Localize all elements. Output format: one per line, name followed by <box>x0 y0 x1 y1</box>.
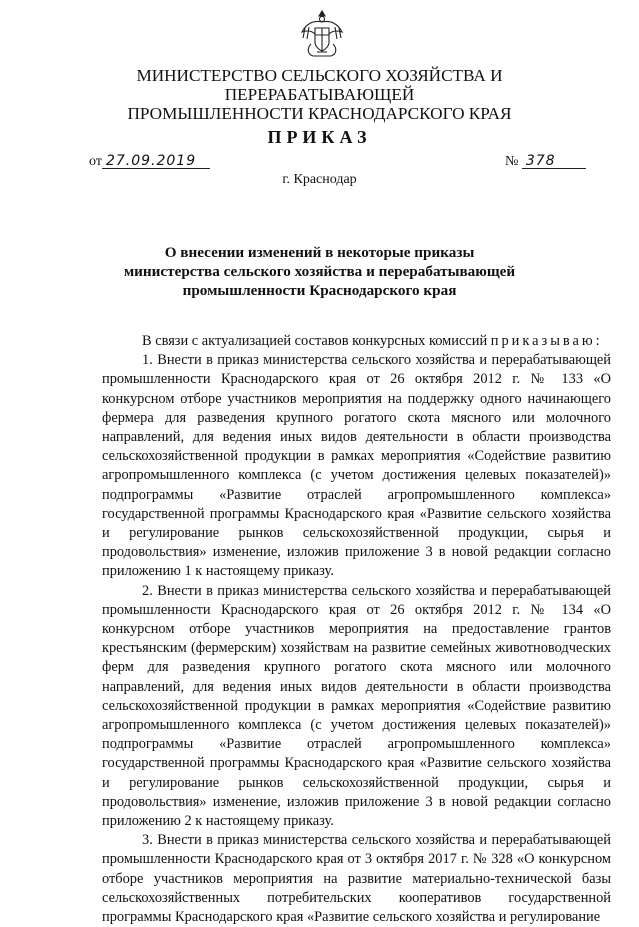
ministry-name <box>40 66 599 123</box>
item-1-paragraph: 1. Внести в приказ министерства сельского хозяйства и перерабатывающей промышленности Краснодарского края от 26 октября 2012 г. № 133 «О конкурсном отборе участников мероприятия на поддержку одного начинающего фермера для разведения крупного рогатого скота мясного или молочного направлений, для ведения иных видов деятельности в области производства сельскохозяйственной продукции в рамках мероприятия «Содействие развитию агропромышленного комплекса (с учетом достижения целевых показателей)» подпрограммы «Развитие отраслей агропромышленного комплекса» государственной программы Краснодарского края «Развитие сельского хозяйства и регулирование рынков сельскохозяйственной продукции, сырья и продовольствия» изменение, изложив приложение 3 в новой редакции согласно приложению 1 к настоящему приказу. <box>102 352 611 580</box>
doc-type-title: ПРИКАЗ <box>267 127 372 147</box>
ministry-line-1: МИНИСТЕРСТВО СЕЛЬСКОГО ХОЗЯЙСТВА И ПЕРЕРАБАТЫВАЮЩЕЙ <box>136 66 503 104</box>
order-date <box>89 154 210 170</box>
intro-text: В связи с актуализацией составов конкурсных комиссий <box>142 333 488 349</box>
date-value: 27.09.2019 <box>102 154 210 169</box>
subject-line-2: министерства сельского хозяйства и перерабатывающей <box>123 263 516 280</box>
date-prefix: от <box>89 154 102 169</box>
city-line: г. Краснодар <box>282 172 357 187</box>
order-word: приказываю: <box>490 333 603 349</box>
order-body <box>102 332 611 927</box>
subject-line-1: О внесении изменений в некоторые приказы <box>164 244 475 261</box>
intro-paragraph <box>102 332 611 351</box>
coat-of-arms-icon <box>299 8 345 60</box>
item-3-paragraph: 3. Внести в приказ министерства сельского хозяйства и перерабатывающей промышленности Краснодарского края от 3 октября 2017 г. № 328 «О конкурсном отборе участников мероприятия на развитие материально-технической базы сельскохозяйственных потребительских кооперативов государственной программы Краснодарского края «Развитие сельского хозяйства и регулирование <box>102 832 611 926</box>
order-number <box>505 154 586 170</box>
number-value: 378 <box>522 154 586 169</box>
item-2-paragraph: 2. Внести в приказ министерства сельского хозяйства и перерабатывающей промышленности Краснодарского края от 26 октября 2012 г. № 134 «О конкурсном отборе участников мероприятия на предоставление грантов крестьянским (фермерским) хозяйствам на развитие семейных животноводческих ферм для разведения крупного рогатого скота мясного или молочного направлений, для ведения иных видов деятельности в области производства сельскохозяйственной продукции в рамках мероприятия «Содействие развитию агропромышленного комплекса (с учетом достижения целевых показателей)» подпрограммы «Развитие отраслей агропромышленного комплекса» государственной программы Краснодарского края «Развитие сельского хозяйства и регулирование рынков сельскохозяйственной продукции, сырья и продовольствия» изменение, изложив приложение 3 в новой редакции согласно приложению 2 к настоящему приказу. <box>102 582 611 830</box>
order-subject <box>80 243 559 300</box>
ministry-line-2: ПРОМЫШЛЕННОСТИ КРАСНОДАРСКОГО КРАЯ <box>127 104 512 123</box>
number-prefix: № <box>505 154 519 169</box>
subject-line-3: промышленности Краснодарского края <box>182 282 457 299</box>
